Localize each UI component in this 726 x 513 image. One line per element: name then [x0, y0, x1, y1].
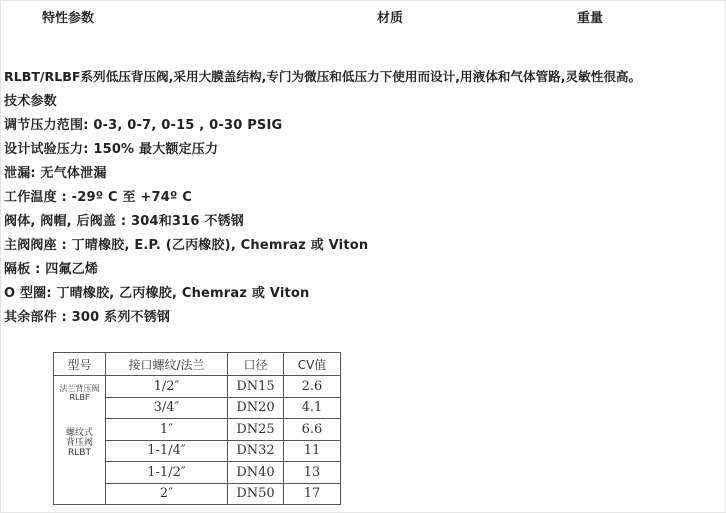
model-flange-line-1: 法兰背压阀 — [59, 384, 100, 393]
spec-o-ring: O 型圈: 丁晴橡胶, 乙丙橡胶, Chemraz 或 Viton — [4, 286, 310, 301]
spec-seat: 主阀阀座 : 丁晴橡胶, E.P. (乙丙橡胶), Chemraz 或 Viton — [4, 238, 369, 253]
model-thread-line-2: 背压阀 — [65, 438, 93, 448]
spec-temperature: 工作温度 : -29º C 至 +74º C — [4, 190, 192, 205]
spec-other-parts: 其余部件 : 300 系列不锈钢 — [4, 310, 171, 325]
cell-diameter: DN25 — [228, 419, 284, 441]
cell-connection: 1-1/4″ — [106, 440, 228, 462]
cell-connection: 1/2″ — [106, 376, 228, 398]
cell-diameter: DN50 — [228, 483, 284, 505]
cell-cv: 17 — [284, 483, 341, 505]
th-cv: CV值 — [284, 353, 341, 376]
th-diameter: 口径 — [228, 353, 284, 376]
cell-cv: 13 — [284, 462, 341, 484]
spec-test-pressure: 设计试验压力: 150% 最大额定压力 — [4, 142, 219, 157]
th-connection: 接口螺纹/法兰 — [106, 353, 228, 376]
cell-cv: 6.6 — [284, 419, 341, 441]
cell-diameter: DN40 — [228, 462, 284, 484]
spec-pressure-range: 调节压力范围: 0-3, 0-7, 0-15 , 0-30 PSIG — [4, 118, 283, 133]
header-specs: 特性参数 — [42, 11, 95, 26]
model-flange-line-2: RLBF — [69, 393, 90, 402]
cell-diameter: DN20 — [228, 397, 284, 419]
header-material: 材质 — [377, 11, 404, 26]
cell-diameter: DN32 — [228, 440, 284, 462]
cell-cv: 11 — [284, 440, 341, 462]
model-thread-line-1: 螺纹式 — [65, 428, 93, 438]
model-thread-line-3: RLBT — [68, 448, 91, 458]
spec-body: 阀体, 阀帽, 后阀盖 : 304和316 不锈钢 — [4, 214, 244, 229]
size-table — [53, 352, 341, 505]
cell-connection: 1″ — [106, 419, 228, 441]
table-header-row — [54, 353, 341, 376]
cell-connection: 3/4″ — [106, 397, 228, 419]
spec-leakage: 泄漏: 无气体泄漏 — [4, 166, 107, 181]
table-row — [54, 376, 341, 398]
section-title: 技术参数 — [4, 94, 57, 109]
th-model: 型号 — [54, 353, 106, 376]
product-description: RLBT/RLBF系列低压背压阀,采用大膜盖结构,专门为微压和低压力下使用而设计,用液体和气体管路,灵敏性很高。 — [4, 69, 642, 84]
model-cell — [54, 376, 106, 505]
cell-cv: 4.1 — [284, 397, 341, 419]
cell-cv: 2.6 — [284, 376, 341, 398]
header-weight: 重量 — [577, 11, 604, 26]
cell-diameter: DN15 — [228, 376, 284, 398]
spec-diaphragm: 隔板 : 四氟乙烯 — [4, 262, 99, 277]
cell-connection: 2″ — [106, 483, 228, 505]
cell-connection: 1-1/2″ — [106, 462, 228, 484]
